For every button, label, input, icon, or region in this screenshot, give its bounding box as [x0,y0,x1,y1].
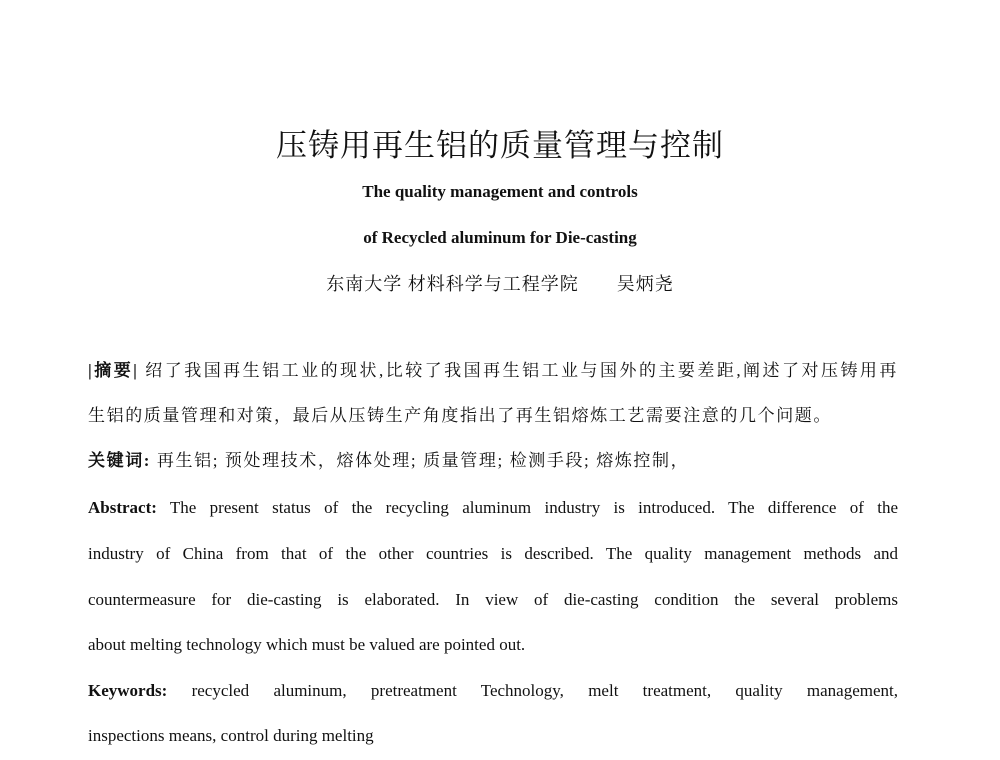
paper-title-en-line2: of Recycled aluminum for Die-casting [363,228,637,247]
abstract-en-label: Abstract: [88,498,157,517]
abstract-zh-line1 [88,360,898,382]
keywords-en-text: recycled aluminum, pretreatment Technology, melt treatment, quality management, [167,681,898,700]
paper-title-en-line1: The quality management and controls [362,182,638,201]
abstract-en-text: The present status of the recycling aluminum industry is introduced. The difference of the [156,498,898,517]
abstract-zh-line2: 生铝的质量管理和对策，最后从压铸生产角度指出了再生铝熔炼工艺需要注意的几个问题。 [88,406,832,425]
abstract-en-line1 [88,497,898,519]
paper-title-zh: 压铸用再生铝的质量管理与控制 [276,128,724,163]
abstract-zh-text: 绍了我国再生铝工业的现状,比较了我国再生铝工业与国外的主要差距,阐述了对压铸用再 [145,361,899,380]
keywords-zh [88,450,898,472]
keywords-en-label: Keywords: [88,681,168,700]
keywords-zh-text: 再生铝; 预处理技术，熔体处理; 质量管理; 检测手段; 熔炼控制， [156,451,690,470]
abstract-en-line3: countermeasure for die-casting is elaborated. In view of die-casting condition the several problems [88,590,898,609]
keywords-zh-label: 关键词: [88,451,152,470]
abstract-zh-label: |摘要| [88,361,139,380]
abstract-en-line2: industry of China from that of the other countries is described. The quality management methods and [88,544,898,563]
keywords-en-line1 [88,680,898,702]
abstract-en-line4: about melting technology which must be valued are pointed out. [88,635,526,654]
keywords-en-line2: inspections means, control during melting [88,726,374,745]
author-affiliation: 东南大学 材料科学与工程学院 吴炳尧 [326,274,674,294]
